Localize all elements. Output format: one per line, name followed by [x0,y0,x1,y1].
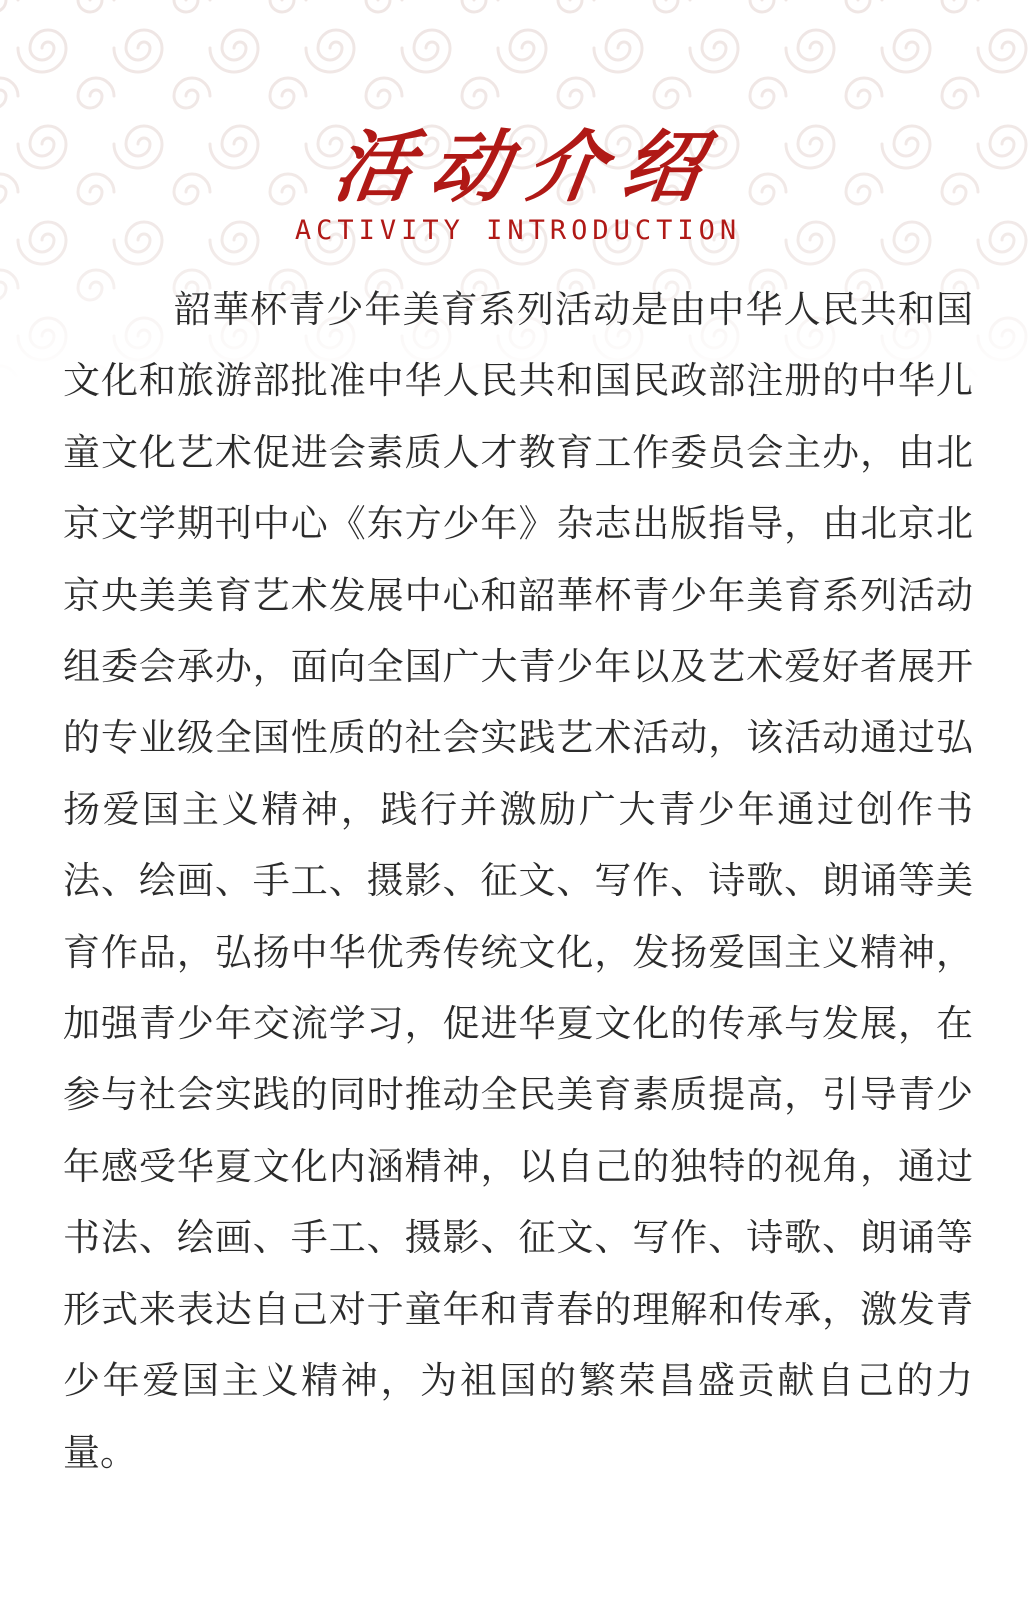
page-title: 活动介绍 [328,122,726,213]
intro-paragraph: 韶華杯青少年美育系列活动是由中华人民共和国文化和旅游部批准中华人民共和国民政部注册的中华儿童文化艺术促进会素质人才教育工作委员会主办，由北京文学期刊中心《东方少年》杂志出版指导，由北京北京央美美育艺术发展中心和韶華杯青少年美育系列活动组委会承办，面向全国广大青少年以及艺术爱好者展开的专业级全国性质的社会实践艺术活动，该活动通过弘扬爱国主义精神，践行并激励广大青少年通过创作书法、绘画、手工、摄影、征文、写作、诗歌、朗诵等美育作品，弘扬中华优秀传统文化，发扬爱国主义精神，加强青少年交流学习，促进华夏文化的传承与发展，在参与社会实践的同时推动全民美育素质提高，引导青少年感受华夏文化内涵精神，以自己的独特的视角，通过书法、绘画、手工、摄影、征文、写作、诗歌、朗诵等形式来表达自己对于童年和青春的理解和传承，激发青少年爱国主义精神，为祖国的繁荣昌盛贡献自己的力量。 [63,288,973,1474]
page-subtitle: ACTIVITY INTRODUCTION [294,215,742,246]
header [0,118,1036,248]
